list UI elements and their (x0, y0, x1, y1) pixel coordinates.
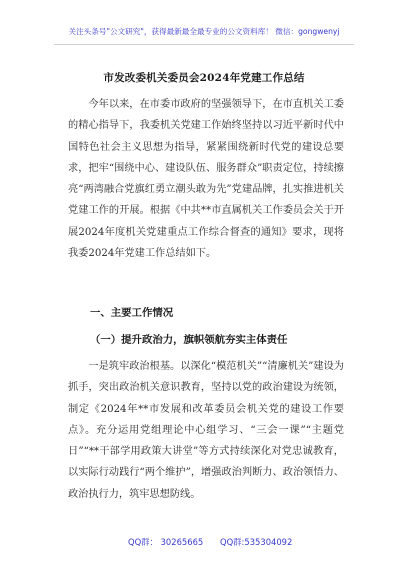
document-title: 市发改委机关委员会2024年党建工作总结 (103, 72, 305, 84)
banner-divider (54, 44, 354, 45)
footer-qq-group-1: QQ群： 30265665 (128, 537, 204, 547)
subsection-heading: （一）提升政治力，旗帜领航夯实主体责任 (90, 334, 288, 346)
section-heading: 一、主要工作情况 (90, 307, 174, 319)
body-paragraph: 一是筑牢政治根基。以深化“模范机关”“清廉机关”建设为抓手，突出政治机关意识教育，坚持以党的政治建设为统领，制定《2024年**市发展和改革委员会机关党的建设工作要点》。充分运用党组理论中心组学习、“三会一课”“主题党日”“**干部学用政策大讲堂”等方式持续深化对党忠诚教育，以实际行动践行“两个维护”，增强政治判断力、政治领悟力、政治执行力，筑牢思想防线。 (68, 361, 344, 500)
footer-qq-group-2: QQ群:535304092 (220, 537, 293, 547)
promo-banner: 关注头条号"公文研究"，获得最新最全最专业的公文资料库！ 微信：gongwenyj (68, 27, 340, 36)
intro-paragraph: 今年以来，在市委市政府的坚强领导下，在市直机关工委的精心指导下，我委机关党建工作始终坚持以习近平新时代中国特色社会主义思想为指导，紧紧围绕新时代党的建设总要求，把牢“围绕中心、建设队伍、服务群众”职责定位，持续擦亮“两湾融合党旗红勇立潮头敢为先”党建品牌，扎实推进机关党建工作的开展。根据《中共**市直属机关工作委员会关于开展2024年度机关党建重点工作综合督查的通知》要求，现将我委2024年党建工作总结如下。 (68, 99, 344, 260)
